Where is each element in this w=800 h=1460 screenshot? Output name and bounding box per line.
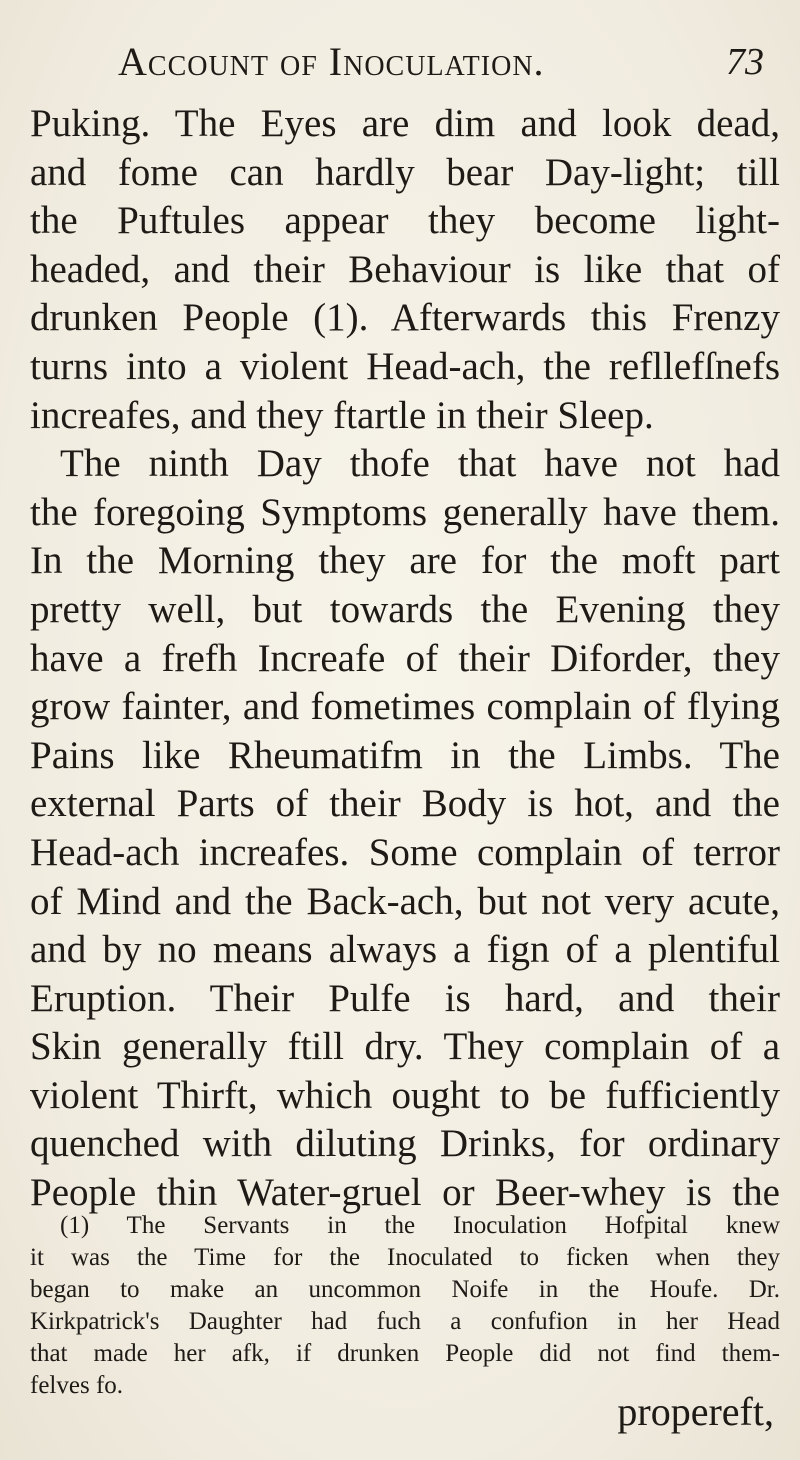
footnote-line: felves fo. [30, 1372, 124, 1399]
text-line: pretty well, but towards the Evening they [30, 587, 780, 631]
text-line: Puking. The Eyes are dim and look dead, [30, 102, 780, 145]
running-head-title: Account of Inoculation. [118, 39, 545, 84]
footnote-line: began to make an uncommon Noife in the Houfe. Dr. [30, 1276, 780, 1303]
text-line: violent Thirft, which ought to be fufficiently [30, 1073, 780, 1117]
text-line: of Mind and the Back-ach, but not very acute, [30, 879, 780, 923]
footnote-line: Kirkpatrick's Daughter had fuch a confufion in her Head [30, 1308, 780, 1335]
text-line: quenched with diluting Drinks, for ordinary [30, 1122, 780, 1166]
text-line: The ninth Day thofe that have not had [60, 442, 780, 486]
text-line: drunken People (1). Afterwards this Frenzy [30, 296, 780, 340]
text-line: grow fainter, and fometimes complain of flying [30, 685, 780, 729]
text-line: and by no means always a fign of a plentiful [30, 928, 780, 972]
text-line: Head-ach increafes. Some complain of terror [30, 830, 780, 874]
text-line: and fome can hardly bear Day-light; till [30, 150, 780, 194]
text-line: the foregoing Symptoms generally have them. [30, 490, 780, 534]
footnote-line: (1) The Servants in the Inoculation Hofpital knew [60, 1212, 780, 1239]
text-line: have a frefh Increafe of their Diforder, they [30, 636, 780, 680]
text-line: Pains like Rheumatifm in the Limbs. The [30, 733, 780, 777]
footnote-line: it was the Time for the Inoculated to ficken when they [30, 1244, 780, 1271]
text-line: increafes, and they ftartle in their Sleep. [30, 393, 654, 437]
text-line: Eruption. Their Pulfe is hard, and their [30, 976, 780, 1020]
text-line: People thin Water-gruel or Beer-whey is the [30, 1171, 780, 1215]
catchword: propereft, [617, 1389, 774, 1434]
text-line: the Puftules appear they become light- [30, 199, 780, 243]
text-line: external Parts of their Body is hot, and the [30, 782, 780, 826]
footnote-line: that made her afk, if drunken People did not find them- [30, 1340, 780, 1367]
footnote [30, 1210, 780, 1402]
text-line: Skin generally ftill dry. They complain of a [30, 1025, 780, 1069]
text-line: turns into a violent Head-ach, the refllefſnefs [30, 344, 780, 388]
body-text [30, 100, 780, 1218]
page-number: 73 [726, 41, 764, 83]
running-head [118, 38, 778, 88]
text-line: headed, and their Behaviour is like that of [30, 247, 780, 291]
text-line: In the Morning they are for the moft part [30, 539, 780, 583]
